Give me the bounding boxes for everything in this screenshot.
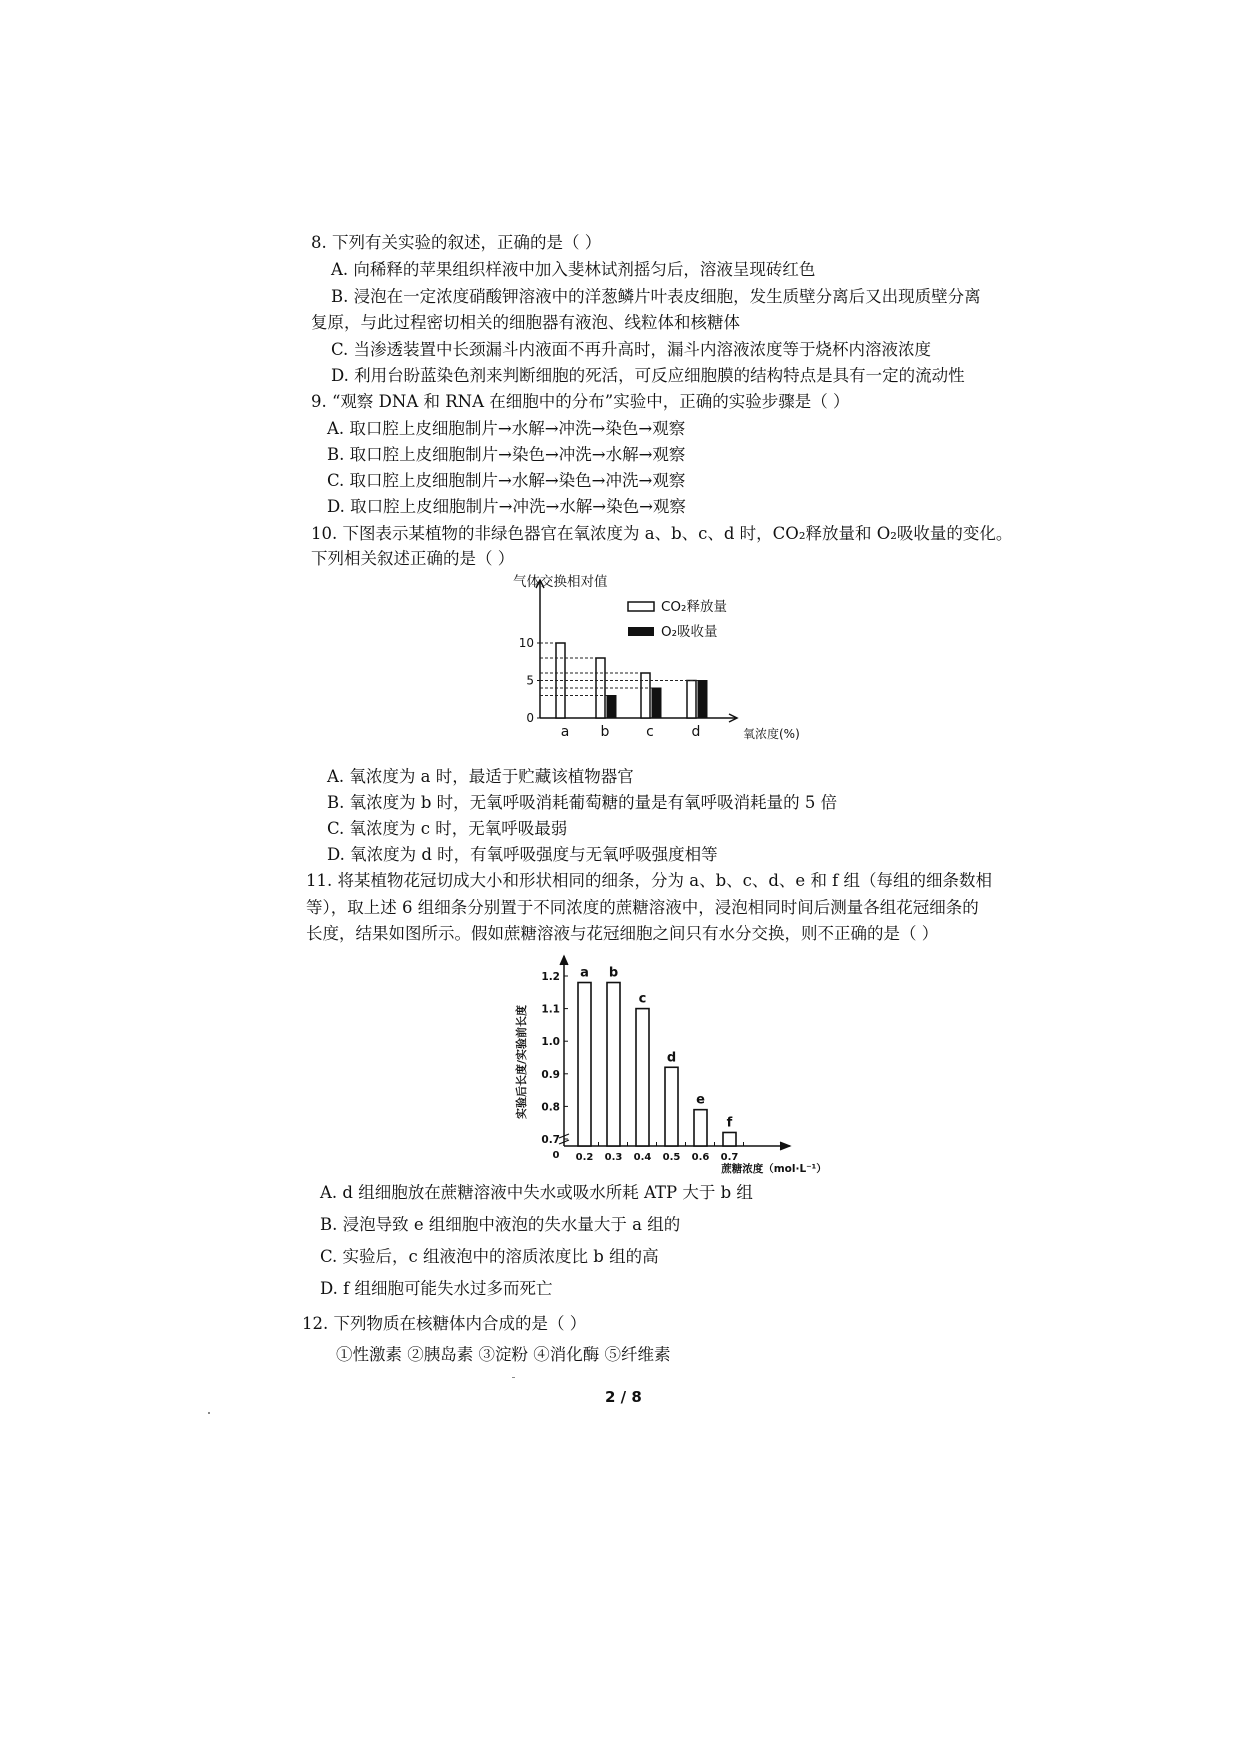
bar-label: d [666, 1050, 677, 1066]
q11-stem-line1: 11. 将某植物花冠切成大小和形状相同的细条，分为 a、b、c、d、e 和 f 组（每组的细条数相 [306, 871, 993, 890]
legend-co2-label: CO₂释放量 [661, 599, 727, 615]
q9-stem: 9. “观察 DNA 和 RNA 在细胞中的分布”实验中，正确的实验步骤是（ ） [311, 392, 850, 411]
x-tick-label: 0.2 [575, 1152, 594, 1163]
q10-option-b: B. 氧浓度为 b 时，无氧呼吸消耗葡萄糖的量是有氧呼吸消耗量的 5 倍 [327, 793, 838, 812]
bar-label: b [608, 965, 619, 981]
q8-option-c: C. 当渗透装置中长颈漏斗内液面不再升高时，漏斗内溶液浓度等于烧杯内溶液浓度 [331, 340, 932, 359]
q11-option-b: B. 浸泡导致 e 组细胞中液泡的失水量大于 a 组的 [320, 1215, 681, 1234]
q8-stem: 8. 下列有关实验的叙述，正确的是（ ） [311, 233, 602, 252]
q11-option-c: C. 实验后，c 组液泡中的溶质浓度比 b 组的高 [320, 1247, 659, 1266]
y-axis-title: 实验后长度/实验前长度 [515, 1004, 528, 1120]
x-tick-label: 0.5 [662, 1152, 681, 1163]
length-bar [723, 1132, 736, 1146]
bar-label: e [696, 1092, 705, 1108]
x-tick-label: a [560, 724, 570, 740]
q8-option-b-line1: B. 浸泡在一定浓度硝酸钾溶液中的洋葱鳞片叶表皮细胞，发生质壁分离后又出现质壁分离 [331, 287, 981, 306]
q11-stem-line3: 长度，结果如图所示。假如蔗糖溶液与花冠细胞之间只有水分交换，则不正确的是（ ） [306, 924, 939, 943]
q11-option-a: A. d 组细胞放在蔗糖溶液中失水或吸水所耗 ATP 大于 b 组 [320, 1183, 753, 1202]
gas-exchange-chart [505, 572, 825, 748]
q9-option-d: D. 取口腔上皮细胞制片→冲洗→水解→染色→观察 [327, 497, 686, 516]
y-tick-label: 1.2 [541, 971, 560, 983]
legend-co2-swatch [628, 602, 654, 611]
q10-stem-line2: 下列相关叙述正确的是（ ） [311, 549, 515, 568]
q8-option-b-line2: 复原，与此过程密切相关的细胞器有液泡、线粒体和核糖体 [311, 313, 740, 332]
x-tick-label: 0.7 [720, 1152, 739, 1163]
q11-stem-line2: 等），取上述 6 组细条分别置于不同浓度的蔗糖溶液中，浸泡相同时间后测量各组花冠细条的 [306, 898, 979, 917]
page-number: 2 / 8 [605, 1388, 642, 1406]
scan-speck [208, 1412, 210, 1414]
length-ratio-chart [512, 952, 827, 1178]
o2-bar [698, 681, 707, 719]
length-bar [636, 1009, 649, 1146]
bar-label: f [726, 1115, 733, 1131]
scan-speck [512, 1377, 515, 1378]
q8-option-a: A. 向稀释的苹果组织样液中加入斐林试剂摇匀后，溶液呈现砖红色 [331, 260, 816, 279]
x-axis-arrow [780, 1142, 790, 1150]
q10-option-c: C. 氧浓度为 c 时，无氧呼吸最弱 [327, 819, 568, 838]
y-tick-label: 0.7 [541, 1134, 560, 1146]
length-bar [607, 983, 620, 1146]
q9-option-b: B. 取口腔上皮细胞制片→染色→冲洗→水解→观察 [327, 445, 686, 464]
bar-label: c [638, 991, 647, 1007]
x-tick-label: 0.3 [604, 1152, 623, 1163]
bar-label: a [580, 965, 589, 981]
y-tick-label: 1.1 [541, 1003, 560, 1016]
q9-option-c: C. 取口腔上皮细胞制片→水解→染色→冲洗→观察 [327, 471, 686, 490]
y-axis-title: 气体交换相对值 [513, 574, 608, 590]
o2-bar [607, 696, 616, 719]
q12-stem: 12. 下列物质在核糖体内合成的是（ ） [302, 1314, 587, 1333]
y-axis-arrow [560, 956, 568, 965]
co2-bar [687, 681, 696, 719]
x-axis-title: 蔗糖浓度（mol·L⁻¹） [721, 1163, 827, 1175]
x-tick-label: b [600, 724, 610, 740]
q11-option-d: D. f 组细胞可能失水过多而死亡 [320, 1279, 553, 1298]
x-axis-title: 氧浓度(%) [743, 727, 800, 741]
legend-o2-label: O₂吸收量 [661, 624, 718, 640]
q10-option-d: D. 氧浓度为 d 时，有氧呼吸强度与无氧呼吸强度相等 [327, 845, 718, 864]
y-tick-label: 0.9 [541, 1068, 560, 1081]
x-tick-label: 0.6 [691, 1152, 710, 1163]
origin-label: 0 [552, 1150, 560, 1161]
y-tick-label: 0.8 [541, 1101, 560, 1114]
x-tick-label: c [646, 724, 654, 740]
y-tick-label: 5 [526, 673, 534, 688]
length-bar [694, 1110, 707, 1146]
o2-bar [652, 688, 661, 718]
q8-option-d: D. 利用台盼蓝染色剂来判断细胞的死活，可反应细胞膜的结构特点是具有一定的流动性 [331, 366, 965, 385]
y-tick-label: 10 [518, 636, 534, 650]
q10-stem-line1: 10. 下图表示某植物的非绿色器官在氧浓度为 a、b、c、d 时，CO₂释放量和 O₂吸收量的变化。 [311, 524, 1013, 543]
y-tick-label: 1.0 [541, 1036, 560, 1049]
length-bar [578, 983, 591, 1146]
y-tick-label: 0 [526, 711, 534, 725]
q9-option-a: A. 取口腔上皮细胞制片→水解→冲洗→染色→观察 [327, 419, 686, 438]
x-tick-label: d [691, 724, 701, 740]
co2-bar [641, 673, 650, 718]
q10-option-a: A. 氧浓度为 a 时，最适于贮藏该植物器官 [327, 767, 634, 786]
q12-options: ①性激素 ②胰岛素 ③淀粉 ④消化酶 ⑤纤维素 [336, 1345, 671, 1364]
length-bar [665, 1067, 678, 1146]
x-tick-label: 0.4 [633, 1152, 652, 1163]
legend-o2-swatch [628, 627, 654, 636]
